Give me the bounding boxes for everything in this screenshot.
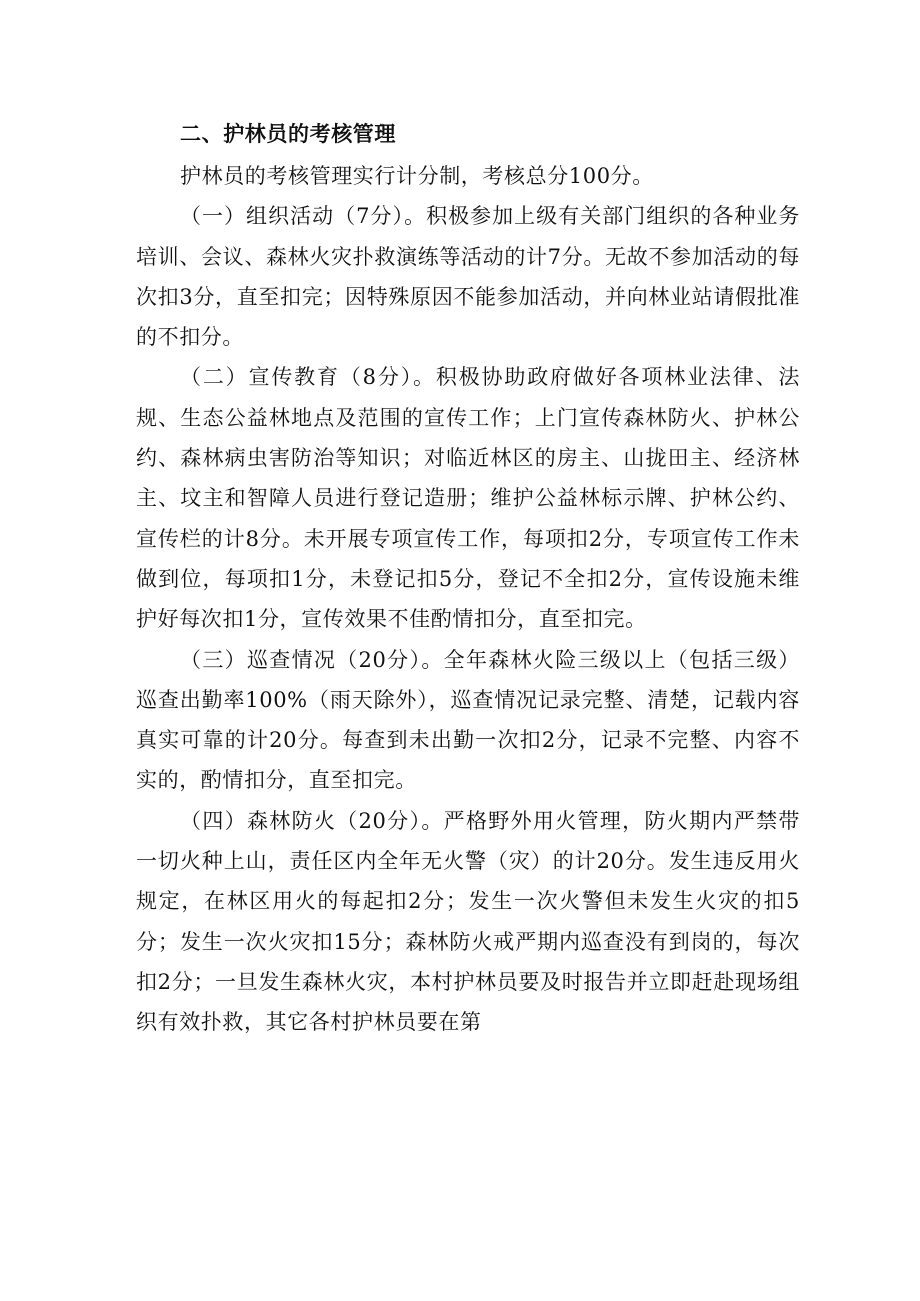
paragraph-patrol-status: （三）巡查情况（20分）。全年森林火险三级以上（包括三级）巡查出勤率100%（雨天除外），巡查情况记录完整、清楚，记载内容真实可靠的计20分。每查到未出勤一次扣2分，记录不完整、内容不实的，酌情扣分，直至扣完。 <box>136 647 800 793</box>
paragraph-intro: 护林员的考核管理实行计分制，考核总分100分。 <box>180 164 654 188</box>
paragraph-publicity-education: （二）宣传教育（8分）。积极协助政府做好各项林业法律、法规、生态公益林地点及范围的宣传工作；上门宣传森林防火、护林公约、森林病虫害防治等知识；对临近林区的房主、山拢田主、经济林主、坟主和智障人员进行登记造册；维护公益林标示牌、护林公约、宣传栏的计8分。未开展专项宣传工作，每项扣2分，专项宣传工作未做到位，每项扣1分，未登记扣5分，登记不全扣2分，宣传设施未维护好每次扣1分，宣传效果不佳酌情扣分，直至扣完。 <box>136 365 800 632</box>
paragraph-forest-fire-prevention: （四）森林防火（20分）。严格野外用火管理，防火期内严禁带一切火种上山，责任区内全年无火警（灾）的计20分。发生违反用火规定，在林区用火的每起扣2分；发生一次火警但未发生火灾的扣5分；发生一次火灾扣15分；森林防火戒严期内巡查没有到岗的，每次扣2分；一旦发生森林火灾，本村护林员要及时报告并立即赶赴现场组织有效扑救，其它各村护林员要在第 <box>136 808 800 1035</box>
section-heading: 二、护林员的考核管理 <box>180 122 396 146</box>
paragraph-organized-activities: （一）组织活动（7分）。积极参加上级有关部门组织的各种业务培训、会议、森林火灾扑救演练等活动的计7分。无故不参加活动的每次扣3分，直至扣完；因特殊原因不能参加活动，并向林业站请假批准的不扣分。 <box>136 204 800 350</box>
document-page <box>136 112 800 1043</box>
